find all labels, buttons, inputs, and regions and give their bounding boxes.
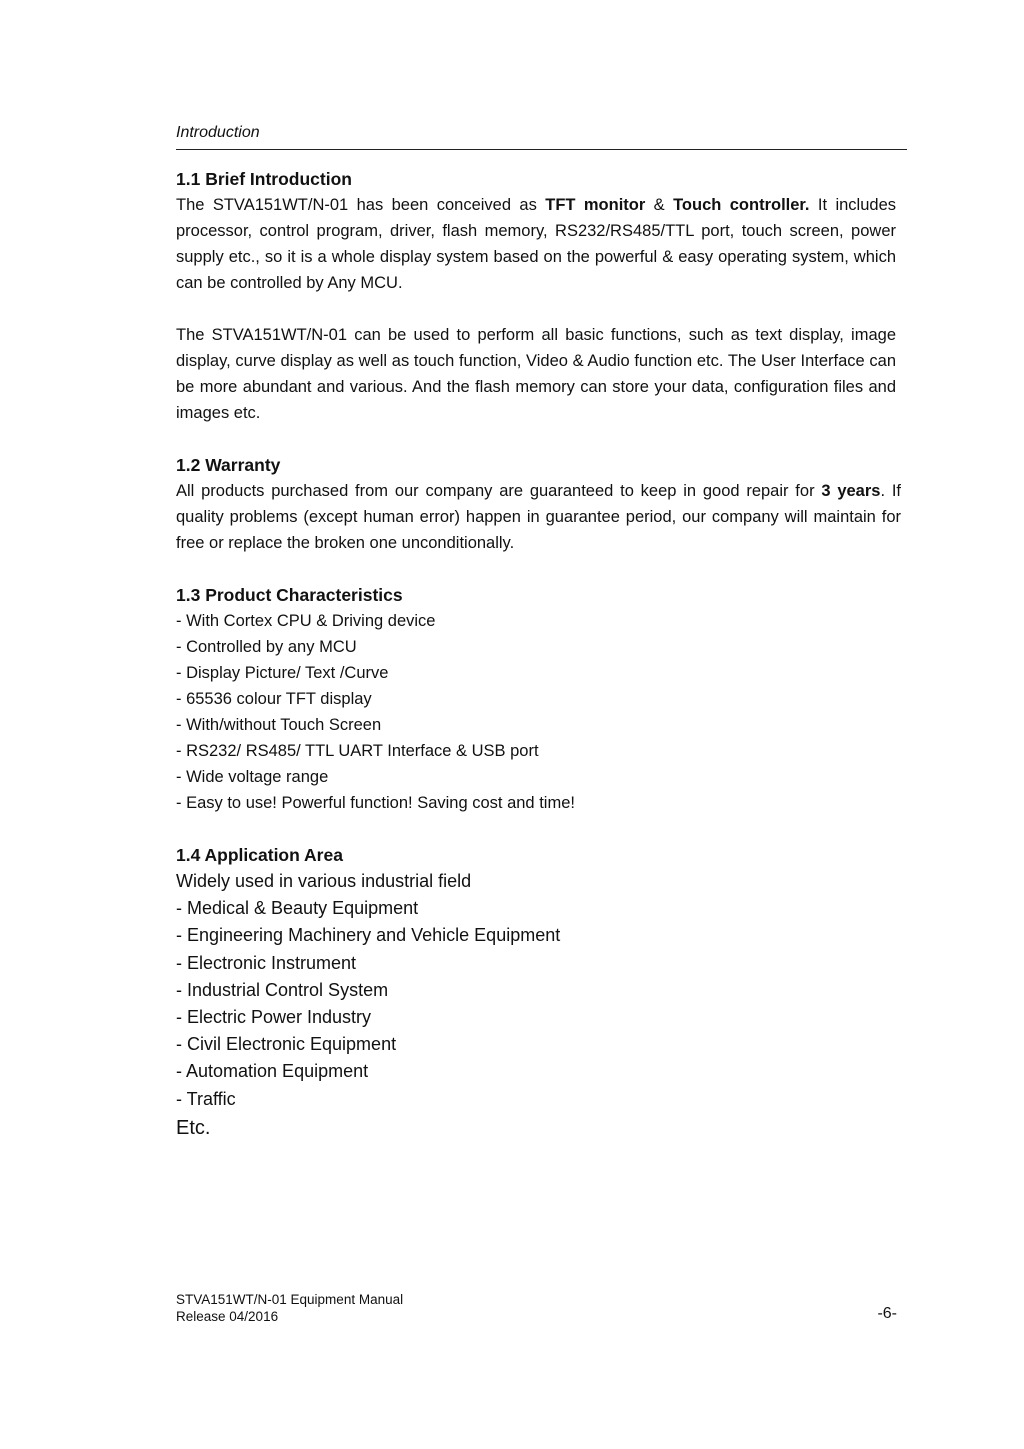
- running-header: Introduction: [176, 124, 260, 141]
- brief-p1-text-c: It includes processor, control program, driver, flash memory, RS232/RS485/TTL port, touch screen, power supply etc., so it is a whole display system based on the powerful & easy operating system, which can be controlled by Any MCU.: [176, 196, 897, 292]
- list-item: - 65536 colour TFT display: [176, 690, 372, 708]
- section-heading: 1.3 Product Characteristics: [176, 585, 403, 605]
- brief-p1-text-b: &: [645, 196, 674, 214]
- application-closing: Etc.: [176, 1116, 211, 1139]
- list-item: - With/without Touch Screen: [176, 716, 382, 734]
- warranty-text-a: All products purchased from our company are guaranteed to keep in good repair for: [176, 482, 822, 500]
- list-item: - Electronic Instrument: [176, 952, 357, 973]
- list-item: - RS232/ RS485/ TTL UART Interface & USB port: [176, 742, 539, 760]
- footer-release: Release 04/2016: [176, 1309, 279, 1324]
- brief-p1-bold-2: Touch controller.: [673, 196, 810, 214]
- warranty-paragraph: [176, 478, 901, 556]
- list-item: - Controlled by any MCU: [176, 638, 357, 656]
- section-heading: 1.4 Application Area: [176, 845, 343, 865]
- brief-paragraph-1: [176, 192, 896, 296]
- brief-p1-bold-1: TFT monitor: [545, 196, 646, 214]
- section-warranty: [176, 452, 901, 556]
- list-item: - Wide voltage range: [176, 768, 329, 786]
- list-item: - Automation Equipment: [176, 1061, 369, 1082]
- section-brief-introduction: [176, 166, 896, 426]
- footer-manual-title: STVA151WT/N-01 Equipment Manual: [176, 1292, 404, 1307]
- section-application-area: [176, 842, 896, 1143]
- application-intro: Widely used in various industrial field: [176, 871, 472, 891]
- list-item: - Easy to use! Powerful function! Saving cost and time!: [176, 794, 575, 812]
- header-rule: [176, 149, 907, 150]
- warranty-bold: 3 years: [821, 482, 881, 500]
- list-item: - Civil Electronic Equipment: [176, 1034, 397, 1055]
- page-number: -6-: [877, 1305, 897, 1322]
- section-heading: 1.2 Warranty: [176, 455, 281, 475]
- warranty-text-b: . If quality problems (except human error) happen in guarantee period, our company will maintain for free or replace the broken one unconditionally.: [176, 482, 901, 552]
- characteristics-list: [176, 608, 896, 816]
- list-item: - Engineering Machinery and Vehicle Equipment: [176, 925, 561, 946]
- list-item: - Medical & Beauty Equipment: [176, 898, 419, 919]
- footer-info: [176, 1291, 403, 1325]
- main-content: [176, 166, 901, 1143]
- list-item: - Display Picture/ Text /Curve: [176, 664, 389, 682]
- list-item: - With Cortex CPU & Driving device: [176, 612, 436, 630]
- section-product-characteristics: [176, 582, 896, 816]
- list-item: - Traffic: [176, 1088, 236, 1109]
- brief-paragraph-2: The STVA151WT/N-01 can be used to perform all basic functions, such as text display, image display, curve display as well as touch function, Video & Audio function etc. The User Interface can be more abundant and various. And the flash memory can store your data, configuration files and images etc.: [176, 326, 896, 422]
- section-heading: 1.1 Brief Introduction: [176, 169, 352, 189]
- application-list: [176, 895, 896, 1113]
- list-item: - Industrial Control System: [176, 979, 389, 1000]
- list-item: - Electric Power Industry: [176, 1007, 372, 1028]
- brief-p1-text-a: The STVA151WT/N-01 has been conceived as: [176, 196, 546, 214]
